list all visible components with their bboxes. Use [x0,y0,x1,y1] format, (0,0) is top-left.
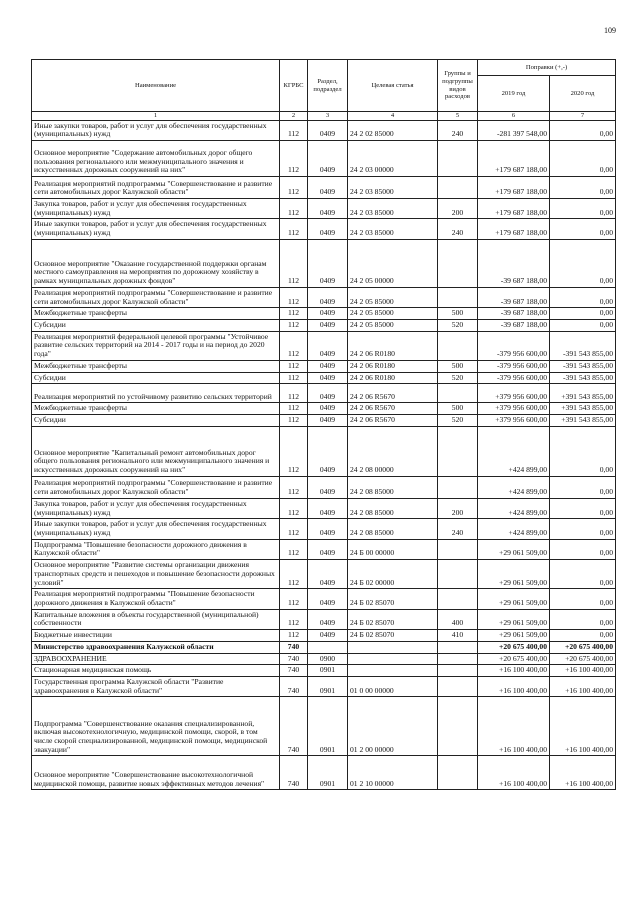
budget-amendments-table [31,59,616,790]
table-row [32,360,616,372]
row-target-code: 24 Б 02 85070 [348,609,438,629]
row-target-code: 24 2 05 85000 [348,308,438,320]
row-kgrbs: 112 [280,426,308,476]
row-amount-2020: +391 543 855,00 [550,415,616,427]
table-row [32,609,616,629]
row-expense-type: 500 [438,360,478,372]
row-name: Закупка товаров, работ и услуг для обеспечения государственных (муниципальных) нужд [32,199,280,219]
table-body [32,120,616,790]
row-amount-2019: -39 687 188,00 [478,320,550,332]
row-expense-type [438,697,478,756]
column-number-row [32,112,616,121]
row-expense-type: 400 [438,609,478,629]
row-name: Основное мероприятие "Оказание государственной поддержки органам местного самоуправления на мероприятия по дорожному хозяйству в рамках муниципальных дорожных фондов" [32,239,280,287]
row-amount-2020: +16 100 400,00 [550,665,616,677]
row-amount-2019: +424 899,00 [478,519,550,539]
row-target-code: 24 2 06 R5670 [348,403,438,415]
row-name: Основное мероприятие "Совершенствование высокотехнологичной медицинской помощи, развитие новых эффективных методов лечения" [32,756,280,790]
row-amount-2020: 0,00 [550,320,616,332]
table-row [32,239,616,287]
row-expense-type [438,677,478,697]
row-name: Капитальные вложения в объекты государственной (муниципальной) собственности [32,609,280,629]
table-row [32,372,616,384]
row-expense-type [438,177,478,199]
row-amount-2019: +29 061 509,00 [478,589,550,609]
row-expense-type: 240 [438,120,478,140]
row-amount-2019: +16 100 400,00 [478,677,550,697]
row-kgrbs: 112 [280,560,308,589]
row-target-code: 24 Б 02 00000 [348,560,438,589]
row-target-code [348,665,438,677]
row-name: Основное мероприятие "Капитальный ремонт автомобильных дорог общего пользования регионального или межмуниципального значения и искусственных дорожных сооружений на них" [32,426,280,476]
row-kgrbs: 740 [280,653,308,665]
row-amount-2020: -391 543 855,00 [550,360,616,372]
row-target-code: 24 2 03 85000 [348,199,438,219]
table-row [32,287,616,307]
row-kgrbs: 112 [280,539,308,559]
row-expense-type: 520 [438,372,478,384]
row-razdel: 0409 [308,426,348,476]
row-amount-2020: 0,00 [550,308,616,320]
row-expense-type: 240 [438,519,478,539]
row-razdel: 0901 [308,697,348,756]
row-razdel: 0409 [308,320,348,332]
row-target-code: 24 2 03 00000 [348,141,438,177]
row-amount-2020: 0,00 [550,539,616,559]
column-number: 4 [348,112,438,121]
row-kgrbs: 112 [280,177,308,199]
row-razdel: 0409 [308,239,348,287]
row-amount-2020: +391 543 855,00 [550,384,616,403]
row-kgrbs: 112 [280,372,308,384]
row-name: Иные закупки товаров, работ и услуг для обеспечения государственных (муниципальных) нужд [32,120,280,140]
row-razdel: 0409 [308,609,348,629]
row-name: Субсидии [32,372,280,384]
row-kgrbs: 740 [280,665,308,677]
row-target-code: 24 2 06 R5670 [348,384,438,403]
table-row [32,141,616,177]
row-razdel: 0409 [308,372,348,384]
row-amount-2020: +16 100 400,00 [550,677,616,697]
row-amount-2020: 0,00 [550,589,616,609]
row-expense-type [438,287,478,307]
column-number: 5 [438,112,478,121]
row-target-code [348,653,438,665]
row-target-code: 01 2 00 00000 [348,697,438,756]
row-kgrbs: 112 [280,219,308,239]
table-row [32,320,616,332]
column-number: 1 [32,112,280,121]
row-amount-2020: 0,00 [550,287,616,307]
row-razdel: 0409 [308,560,348,589]
row-target-code: 24 2 06 R0180 [348,372,438,384]
row-expense-type: 520 [438,415,478,427]
table-row [32,403,616,415]
row-target-code: 24 2 06 R0180 [348,360,438,372]
row-amount-2019: +379 956 600,00 [478,384,550,403]
table-row [32,665,616,677]
row-amount-2020: 0,00 [550,141,616,177]
row-razdel: 0409 [308,360,348,372]
row-kgrbs: 112 [280,498,308,518]
row-amount-2020: 0,00 [550,120,616,140]
row-amount-2019: +20 675 400,00 [478,641,550,653]
row-amount-2020: -391 543 855,00 [550,372,616,384]
row-name: Министерство здравоохранения Калужской области [32,641,280,653]
row-name: Субсидии [32,415,280,427]
row-kgrbs: 112 [280,308,308,320]
row-amount-2019: +16 100 400,00 [478,756,550,790]
table-row [32,177,616,199]
row-amount-2019: +179 687 188,00 [478,199,550,219]
row-razdel: 0409 [308,219,348,239]
row-kgrbs: 112 [280,609,308,629]
row-razdel: 0409 [308,120,348,140]
row-name: Бюджетные инвестиции [32,630,280,642]
row-kgrbs: 112 [280,476,308,498]
table-row [32,415,616,427]
row-target-code: 24 2 05 85000 [348,320,438,332]
row-razdel: 0409 [308,589,348,609]
row-name: Межбюджетные трансферты [32,308,280,320]
row-expense-type [438,539,478,559]
row-kgrbs: 112 [280,519,308,539]
row-amount-2019: +424 899,00 [478,498,550,518]
header-amendments: Поправки (+,-) [478,60,616,76]
row-kgrbs: 740 [280,756,308,790]
row-name: Иные закупки товаров, работ и услуг для обеспечения государственных (муниципальных) нужд [32,219,280,239]
row-name: Межбюджетные трансферты [32,403,280,415]
row-kgrbs: 112 [280,320,308,332]
row-amount-2020: 0,00 [550,239,616,287]
row-kgrbs: 112 [280,120,308,140]
row-amount-2020: 0,00 [550,498,616,518]
table-row [32,697,616,756]
row-razdel: 0409 [308,141,348,177]
row-expense-type: 520 [438,320,478,332]
row-name: Межбюджетные трансферты [32,360,280,372]
row-name: Реализация мероприятий подпрограммы "Совершенствование и развитие сети автомобильных дорог Калужской области" [32,476,280,498]
row-name: Основное мероприятие "Развитие системы организации движения транспортных средств и пешеходов и повышение безопасности дорожных условий" [32,560,280,589]
row-kgrbs: 112 [280,403,308,415]
row-amount-2019: +16 100 400,00 [478,697,550,756]
table-row [32,539,616,559]
row-amount-2020: 0,00 [550,630,616,642]
header-year-2019: 2019 год [478,76,550,112]
row-kgrbs: 112 [280,199,308,219]
row-amount-2019: +16 100 400,00 [478,665,550,677]
row-expense-type: 240 [438,219,478,239]
row-target-code: 24 2 05 85000 [348,287,438,307]
row-razdel: 0901 [308,665,348,677]
row-amount-2020: 0,00 [550,560,616,589]
row-name: Основное мероприятие "Содержание автомобильных дорог общего пользования регионального или межмуниципального значения и искусственных дорожных сооружений на них" [32,141,280,177]
row-expense-type [438,384,478,403]
row-expense-type: 200 [438,498,478,518]
row-kgrbs: 112 [280,141,308,177]
row-amount-2020: +20 675 400,00 [550,641,616,653]
row-amount-2019: +179 687 188,00 [478,177,550,199]
row-target-code: 24 Б 02 85070 [348,630,438,642]
row-razdel: 0409 [308,199,348,219]
row-amount-2019: -39 687 188,00 [478,308,550,320]
row-kgrbs: 112 [280,630,308,642]
row-razdel: 0409 [308,177,348,199]
row-kgrbs: 112 [280,360,308,372]
table-row [32,630,616,642]
row-name: ЗДРАВООХРАНЕНИЕ [32,653,280,665]
row-target-code: 24 Б 02 85070 [348,589,438,609]
row-amount-2019: +29 061 509,00 [478,609,550,629]
table-row [32,653,616,665]
table-row [32,331,616,360]
header-razdel: Раздел, подраздел [308,60,348,112]
table-row [32,756,616,790]
row-target-code: 24 2 06 R5670 [348,415,438,427]
table-row [32,498,616,518]
row-amount-2020: +391 543 855,00 [550,403,616,415]
row-amount-2019: +20 675 400,00 [478,653,550,665]
row-expense-type: 500 [438,308,478,320]
row-razdel: 0409 [308,308,348,320]
row-expense-type [438,756,478,790]
row-razdel: 0901 [308,677,348,697]
row-target-code: 24 2 08 85000 [348,476,438,498]
table-row [32,641,616,653]
row-amount-2020: +16 100 400,00 [550,697,616,756]
column-number: 7 [550,112,616,121]
row-expense-type: 500 [438,403,478,415]
row-amount-2019: +379 956 600,00 [478,415,550,427]
row-expense-type [438,653,478,665]
row-expense-type [438,589,478,609]
row-target-code [348,641,438,653]
header-kgrbs: КГРБС [280,60,308,112]
row-amount-2019: -379 956 600,00 [478,331,550,360]
header-target: Целевая статья [348,60,438,112]
row-razdel: 0409 [308,384,348,403]
row-kgrbs: 740 [280,641,308,653]
row-expense-type [438,641,478,653]
row-amount-2019: -281 397 548,00 [478,120,550,140]
row-name: Подпрограмма "Совершенствование оказания специализированной, включая высокотехнологичную, медицинской помощи, скорой, в том числе скорой специализированной, медицинской помощи, медицинской эвакуации" [32,697,280,756]
row-kgrbs: 112 [280,384,308,403]
row-target-code: 24 2 02 85000 [348,120,438,140]
row-target-code: 24 2 08 85000 [348,498,438,518]
table-row [32,199,616,219]
row-target-code: 01 2 10 00000 [348,756,438,790]
row-kgrbs: 112 [280,287,308,307]
row-target-code: 24 2 03 85000 [348,177,438,199]
table-row [32,426,616,476]
row-name: Субсидии [32,320,280,332]
row-expense-type: 200 [438,199,478,219]
row-name: Реализация мероприятий по устойчивому развитию сельских территорий [32,384,280,403]
row-amount-2019: +29 061 509,00 [478,560,550,589]
row-razdel [308,641,348,653]
row-kgrbs: 112 [280,331,308,360]
row-amount-2020: 0,00 [550,426,616,476]
row-razdel: 0409 [308,331,348,360]
row-razdel: 0409 [308,476,348,498]
row-target-code: 24 2 05 00000 [348,239,438,287]
row-expense-type: 410 [438,630,478,642]
row-expense-type [438,476,478,498]
row-amount-2020: 0,00 [550,519,616,539]
row-amount-2019: +29 061 509,00 [478,539,550,559]
row-name: Реализация мероприятий подпрограммы "Повышение безопасности дорожного движения в Калужской области" [32,589,280,609]
table-row [32,120,616,140]
header-year-2020: 2020 год [550,76,616,112]
column-number: 3 [308,112,348,121]
row-amount-2020: +20 675 400,00 [550,653,616,665]
row-target-code: 24 Б 00 00000 [348,539,438,559]
row-expense-type [438,560,478,589]
row-razdel: 0409 [308,519,348,539]
row-amount-2020: 0,00 [550,609,616,629]
row-amount-2019: -39 687 188,00 [478,287,550,307]
row-razdel: 0409 [308,415,348,427]
table-row [32,308,616,320]
row-kgrbs: 112 [280,589,308,609]
row-amount-2020: +16 100 400,00 [550,756,616,790]
row-amount-2019: +29 061 509,00 [478,630,550,642]
table-row [32,589,616,609]
row-razdel: 0901 [308,756,348,790]
row-expense-type [438,141,478,177]
page-number: 109 [604,26,616,35]
table-row [32,476,616,498]
row-expense-type [438,331,478,360]
row-target-code: 24 2 06 R0180 [348,331,438,360]
header-vr: Группы и подгруппы видов расходов [438,60,478,112]
row-name: Стационарная медицинская помощь [32,665,280,677]
row-name: Государственная программа Калужской области "Развитие здравоохранения в Калужской области" [32,677,280,697]
row-expense-type [438,665,478,677]
column-number: 2 [280,112,308,121]
row-amount-2019: -39 687 188,00 [478,239,550,287]
row-razdel: 0409 [308,539,348,559]
row-amount-2020: 0,00 [550,219,616,239]
table-row [32,677,616,697]
table-row [32,384,616,403]
row-expense-type [438,239,478,287]
row-amount-2020: 0,00 [550,199,616,219]
row-expense-type [438,426,478,476]
row-amount-2019: +379 956 600,00 [478,403,550,415]
table-row [32,560,616,589]
row-amount-2019: -379 956 600,00 [478,360,550,372]
row-razdel: 0900 [308,653,348,665]
row-amount-2019: +424 899,00 [478,426,550,476]
row-kgrbs: 740 [280,697,308,756]
row-kgrbs: 740 [280,677,308,697]
row-name: Реализация мероприятий подпрограммы "Совершенствование и развитие сети автомобильных дорог Калужской области" [32,177,280,199]
row-target-code: 24 2 08 00000 [348,426,438,476]
row-razdel: 0409 [308,630,348,642]
row-name: Закупка товаров, работ и услуг для обеспечения государственных (муниципальных) нужд [32,498,280,518]
row-amount-2019: -379 956 600,00 [478,372,550,384]
row-amount-2019: +179 687 188,00 [478,219,550,239]
row-kgrbs: 112 [280,415,308,427]
row-amount-2020: 0,00 [550,476,616,498]
row-name: Подпрограмма "Повышение безопасности дорожного движения в Калужской области" [32,539,280,559]
row-amount-2019: +424 899,00 [478,476,550,498]
row-amount-2020: 0,00 [550,177,616,199]
row-razdel: 0409 [308,498,348,518]
row-target-code: 24 2 08 85000 [348,519,438,539]
table-row [32,219,616,239]
row-kgrbs: 112 [280,239,308,287]
row-name: Реализация мероприятий федеральной целевой программы "Устойчивое развитие сельских территорий на 2014 - 2017 годы и на период до 2020 года" [32,331,280,360]
row-target-code: 01 0 00 00000 [348,677,438,697]
column-number: 6 [478,112,550,121]
table-row [32,519,616,539]
row-target-code: 24 2 03 85000 [348,219,438,239]
header-name: Наименование [32,60,280,112]
row-amount-2019: +179 687 188,00 [478,141,550,177]
row-name: Иные закупки товаров, работ и услуг для обеспечения государственных (муниципальных) нужд [32,519,280,539]
row-razdel: 0409 [308,287,348,307]
row-name: Реализация мероприятий подпрограммы "Совершенствование и развитие сети автомобильных дорог Калужской области" [32,287,280,307]
row-amount-2020: -391 543 855,00 [550,331,616,360]
row-razdel: 0409 [308,403,348,415]
